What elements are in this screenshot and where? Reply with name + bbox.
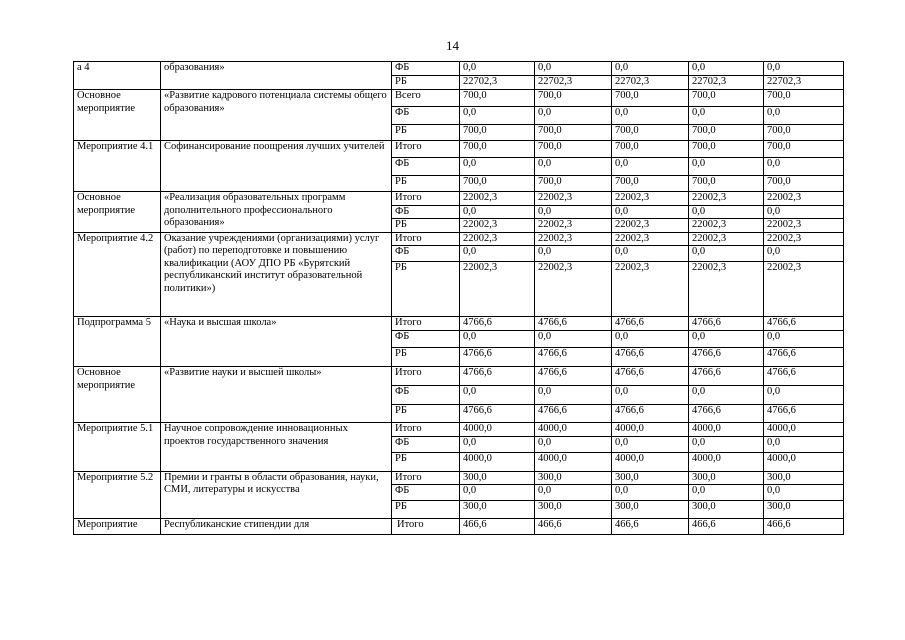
amount-cell: 0,0: [689, 485, 764, 501]
table-row: [74, 367, 844, 386]
table-row: [74, 423, 844, 437]
amount-cell: 0,0: [689, 205, 764, 219]
amount-cell: 4766,6: [764, 317, 844, 331]
amount-cell: 4766,6: [764, 367, 844, 386]
amount-cell: 700,0: [460, 90, 535, 107]
amount-cell: 0,0: [460, 62, 535, 76]
page-bottom-margin: [0, 574, 905, 640]
amount-cell: 22002,3: [689, 232, 764, 246]
amount-cell: 22702,3: [460, 76, 535, 90]
amount-cell: 300,0: [535, 501, 612, 519]
amount-cell: 0,0: [764, 386, 844, 405]
amount-cell: 4000,0: [612, 452, 689, 471]
funding-source-cell: Итого: [392, 471, 460, 485]
amount-cell: 700,0: [689, 125, 764, 141]
funding-source-cell: РБ: [392, 176, 460, 192]
amount-cell: 4766,6: [612, 317, 689, 331]
item-code-cell: Подпрограмма 5: [74, 317, 161, 367]
amount-cell: 4766,6: [764, 348, 844, 367]
amount-cell: 700,0: [689, 141, 764, 158]
funding-source-cell: РБ: [392, 501, 460, 519]
item-name-cell: «Наука и высшая школа»: [161, 317, 392, 367]
amount-cell: 0,0: [535, 386, 612, 405]
amount-cell: 0,0: [535, 62, 612, 76]
amount-cell: 4000,0: [689, 423, 764, 437]
table-row: [74, 232, 844, 246]
item-code-cell: Основное мероприятие: [74, 367, 161, 423]
funding-source-cell: ФБ: [392, 62, 460, 76]
amount-cell: 22002,3: [535, 262, 612, 317]
amount-cell: 4766,6: [535, 317, 612, 331]
amount-cell: 0,0: [460, 107, 535, 125]
funding-source-cell: Итого: [392, 519, 460, 535]
item-code-cell: Основное мероприятие: [74, 90, 161, 141]
funding-source-cell: ФБ: [392, 246, 460, 262]
page-number: 14: [446, 38, 459, 53]
amount-cell: 0,0: [764, 205, 844, 219]
amount-cell: 4766,6: [689, 405, 764, 423]
amount-cell: 22702,3: [689, 76, 764, 90]
funding-source-cell: ФБ: [392, 331, 460, 348]
funding-source-cell: ФБ: [392, 107, 460, 125]
amount-cell: 4766,6: [535, 367, 612, 386]
amount-cell: 700,0: [535, 90, 612, 107]
amount-cell: 0,0: [689, 246, 764, 262]
amount-cell: 300,0: [689, 471, 764, 485]
amount-cell: 22002,3: [764, 192, 844, 206]
amount-cell: 700,0: [764, 125, 844, 141]
funding-source-cell: ФБ: [392, 436, 460, 452]
amount-cell: 466,6: [689, 519, 764, 535]
funding-source-cell: Итого: [392, 317, 460, 331]
funding-source-cell: Итого: [392, 232, 460, 246]
item-name-cell: «Развитие науки и высшей школы»: [161, 367, 392, 423]
amount-cell: 4766,6: [460, 317, 535, 331]
amount-cell: 700,0: [535, 125, 612, 141]
amount-cell: 0,0: [535, 107, 612, 125]
item-name-cell: Научное сопровождение инновационных проектов государственного значения: [161, 423, 392, 472]
amount-cell: 700,0: [460, 125, 535, 141]
amount-cell: 0,0: [460, 436, 535, 452]
item-name-cell: «Развитие кадрового потенциала системы общего образования»: [161, 90, 392, 141]
amount-cell: 0,0: [460, 485, 535, 501]
amount-cell: 0,0: [612, 331, 689, 348]
item-code-cell: Мероприятие 5.2: [74, 471, 161, 519]
amount-cell: 4766,6: [612, 348, 689, 367]
amount-cell: 22002,3: [535, 232, 612, 246]
amount-cell: 700,0: [689, 90, 764, 107]
amount-cell: 0,0: [612, 107, 689, 125]
amount-cell: 0,0: [764, 436, 844, 452]
amount-cell: 4766,6: [689, 317, 764, 331]
amount-cell: 4766,6: [612, 367, 689, 386]
amount-cell: 0,0: [689, 62, 764, 76]
item-name-cell: Премии и гранты в области образования, науки, СМИ, литературы и искусства: [161, 471, 392, 519]
item-name-cell: Оказание учреждениями (организациями) услуг (работ) по переподготовке и повышению квалификации (АОУ ДПО РБ «Бурятский республиканский институт образовательной политики»): [161, 232, 392, 317]
amount-cell: 22002,3: [460, 219, 535, 233]
item-code-cell: Мероприятие 4.2: [74, 232, 161, 317]
table-row: [74, 90, 844, 107]
amount-cell: 0,0: [612, 205, 689, 219]
amount-cell: 22702,3: [535, 76, 612, 90]
funding-source-cell: ФБ: [392, 485, 460, 501]
table-row: [74, 317, 844, 331]
amount-cell: 4000,0: [689, 452, 764, 471]
amount-cell: 0,0: [460, 158, 535, 176]
item-code-cell: Мероприятие 5.1: [74, 423, 161, 472]
amount-cell: 0,0: [689, 386, 764, 405]
amount-cell: 0,0: [689, 436, 764, 452]
amount-cell: 0,0: [612, 386, 689, 405]
amount-cell: 300,0: [689, 501, 764, 519]
funding-source-cell: РБ: [392, 262, 460, 317]
amount-cell: 0,0: [535, 485, 612, 501]
funding-source-cell: РБ: [392, 405, 460, 423]
amount-cell: 4766,6: [460, 367, 535, 386]
amount-cell: 700,0: [764, 90, 844, 107]
amount-cell: 300,0: [535, 471, 612, 485]
amount-cell: 4766,6: [460, 348, 535, 367]
amount-cell: 0,0: [535, 205, 612, 219]
amount-cell: 0,0: [764, 331, 844, 348]
table-row: [74, 141, 844, 158]
amount-cell: 4000,0: [535, 452, 612, 471]
amount-cell: 4000,0: [460, 423, 535, 437]
amount-cell: 466,6: [460, 519, 535, 535]
amount-cell: 4000,0: [612, 423, 689, 437]
amount-cell: 22002,3: [460, 192, 535, 206]
funding-source-cell: ФБ: [392, 386, 460, 405]
amount-cell: 0,0: [535, 331, 612, 348]
item-code-cell: а 4: [74, 62, 161, 90]
amount-cell: 700,0: [612, 176, 689, 192]
funding-source-cell: РБ: [392, 348, 460, 367]
funding-source-cell: РБ: [392, 452, 460, 471]
amount-cell: 22002,3: [764, 262, 844, 317]
funding-source-cell: ФБ: [392, 205, 460, 219]
amount-cell: 22002,3: [535, 192, 612, 206]
amount-cell: 4000,0: [535, 423, 612, 437]
item-code-cell: Мероприятие: [74, 519, 161, 535]
amount-cell: 0,0: [689, 158, 764, 176]
amount-cell: 4766,6: [535, 405, 612, 423]
amount-cell: 4766,6: [460, 405, 535, 423]
amount-cell: 466,6: [612, 519, 689, 535]
amount-cell: 700,0: [460, 141, 535, 158]
amount-cell: 700,0: [764, 141, 844, 158]
amount-cell: 0,0: [612, 158, 689, 176]
amount-cell: 4000,0: [764, 452, 844, 471]
amount-cell: 22002,3: [460, 232, 535, 246]
funding-source-cell: РБ: [392, 76, 460, 90]
amount-cell: 700,0: [612, 141, 689, 158]
amount-cell: 300,0: [460, 471, 535, 485]
amount-cell: 22002,3: [764, 232, 844, 246]
amount-cell: 4766,6: [689, 367, 764, 386]
amount-cell: 0,0: [460, 386, 535, 405]
funding-source-cell: РБ: [392, 125, 460, 141]
amount-cell: 300,0: [460, 501, 535, 519]
amount-cell: 22002,3: [689, 192, 764, 206]
amount-cell: 700,0: [535, 141, 612, 158]
amount-cell: 22002,3: [764, 219, 844, 233]
funding-source-cell: РБ: [392, 219, 460, 233]
amount-cell: 22702,3: [764, 76, 844, 90]
amount-cell: 0,0: [612, 485, 689, 501]
amount-cell: 300,0: [612, 501, 689, 519]
amount-cell: 4766,6: [535, 348, 612, 367]
amount-cell: 0,0: [689, 107, 764, 125]
item-name-cell: Республиканские стипендии для: [161, 519, 392, 535]
funding-source-cell: ФБ: [392, 158, 460, 176]
amount-cell: 0,0: [764, 158, 844, 176]
amount-cell: 0,0: [764, 246, 844, 262]
amount-cell: 22002,3: [612, 232, 689, 246]
amount-cell: 4766,6: [764, 405, 844, 423]
item-code-cell: Основное мероприятие: [74, 192, 161, 233]
funding-source-cell: Итого: [392, 192, 460, 206]
item-name-cell: «Реализация образовательных программ дополнительного профессионального образования»: [161, 192, 392, 233]
funding-source-cell: Итого: [392, 141, 460, 158]
funding-source-cell: Итого: [392, 367, 460, 386]
item-code-cell: Мероприятие 4.1: [74, 141, 161, 192]
amount-cell: 22002,3: [612, 192, 689, 206]
amount-cell: 0,0: [764, 485, 844, 501]
amount-cell: 4766,6: [612, 405, 689, 423]
amount-cell: 700,0: [460, 176, 535, 192]
amount-cell: 700,0: [612, 125, 689, 141]
amount-cell: 0,0: [535, 246, 612, 262]
amount-cell: 0,0: [460, 331, 535, 348]
amount-cell: 22002,3: [689, 219, 764, 233]
table-row: [74, 62, 844, 76]
amount-cell: 0,0: [535, 436, 612, 452]
amount-cell: 300,0: [764, 501, 844, 519]
amount-cell: 466,6: [764, 519, 844, 535]
table-row: [74, 471, 844, 485]
amount-cell: 0,0: [460, 205, 535, 219]
item-name-cell: Софинансирование поощрения лучших учителей: [161, 141, 392, 192]
amount-cell: 4000,0: [460, 452, 535, 471]
amount-cell: 0,0: [764, 107, 844, 125]
amount-cell: 700,0: [535, 176, 612, 192]
table-row: [74, 192, 844, 206]
amount-cell: 22002,3: [535, 219, 612, 233]
amount-cell: 22002,3: [460, 262, 535, 317]
amount-cell: 0,0: [612, 62, 689, 76]
amount-cell: 0,0: [612, 246, 689, 262]
amount-cell: 22702,3: [612, 76, 689, 90]
amount-cell: 0,0: [764, 62, 844, 76]
amount-cell: 22002,3: [612, 219, 689, 233]
amount-cell: 466,6: [535, 519, 612, 535]
amount-cell: 22002,3: [689, 262, 764, 317]
table-row: [74, 519, 844, 535]
funding-source-cell: Всего: [392, 90, 460, 107]
amount-cell: 700,0: [764, 176, 844, 192]
amount-cell: 0,0: [689, 331, 764, 348]
amount-cell: 4766,6: [689, 348, 764, 367]
amount-cell: 22002,3: [612, 262, 689, 317]
amount-cell: 0,0: [612, 436, 689, 452]
amount-cell: 4000,0: [764, 423, 844, 437]
funding-source-cell: Итого: [392, 423, 460, 437]
budget-table: [73, 61, 844, 535]
amount-cell: 0,0: [460, 246, 535, 262]
amount-cell: 700,0: [689, 176, 764, 192]
amount-cell: 0,0: [535, 158, 612, 176]
amount-cell: 300,0: [612, 471, 689, 485]
amount-cell: 300,0: [764, 471, 844, 485]
amount-cell: 700,0: [612, 90, 689, 107]
item-name-cell: образования»: [161, 62, 392, 90]
